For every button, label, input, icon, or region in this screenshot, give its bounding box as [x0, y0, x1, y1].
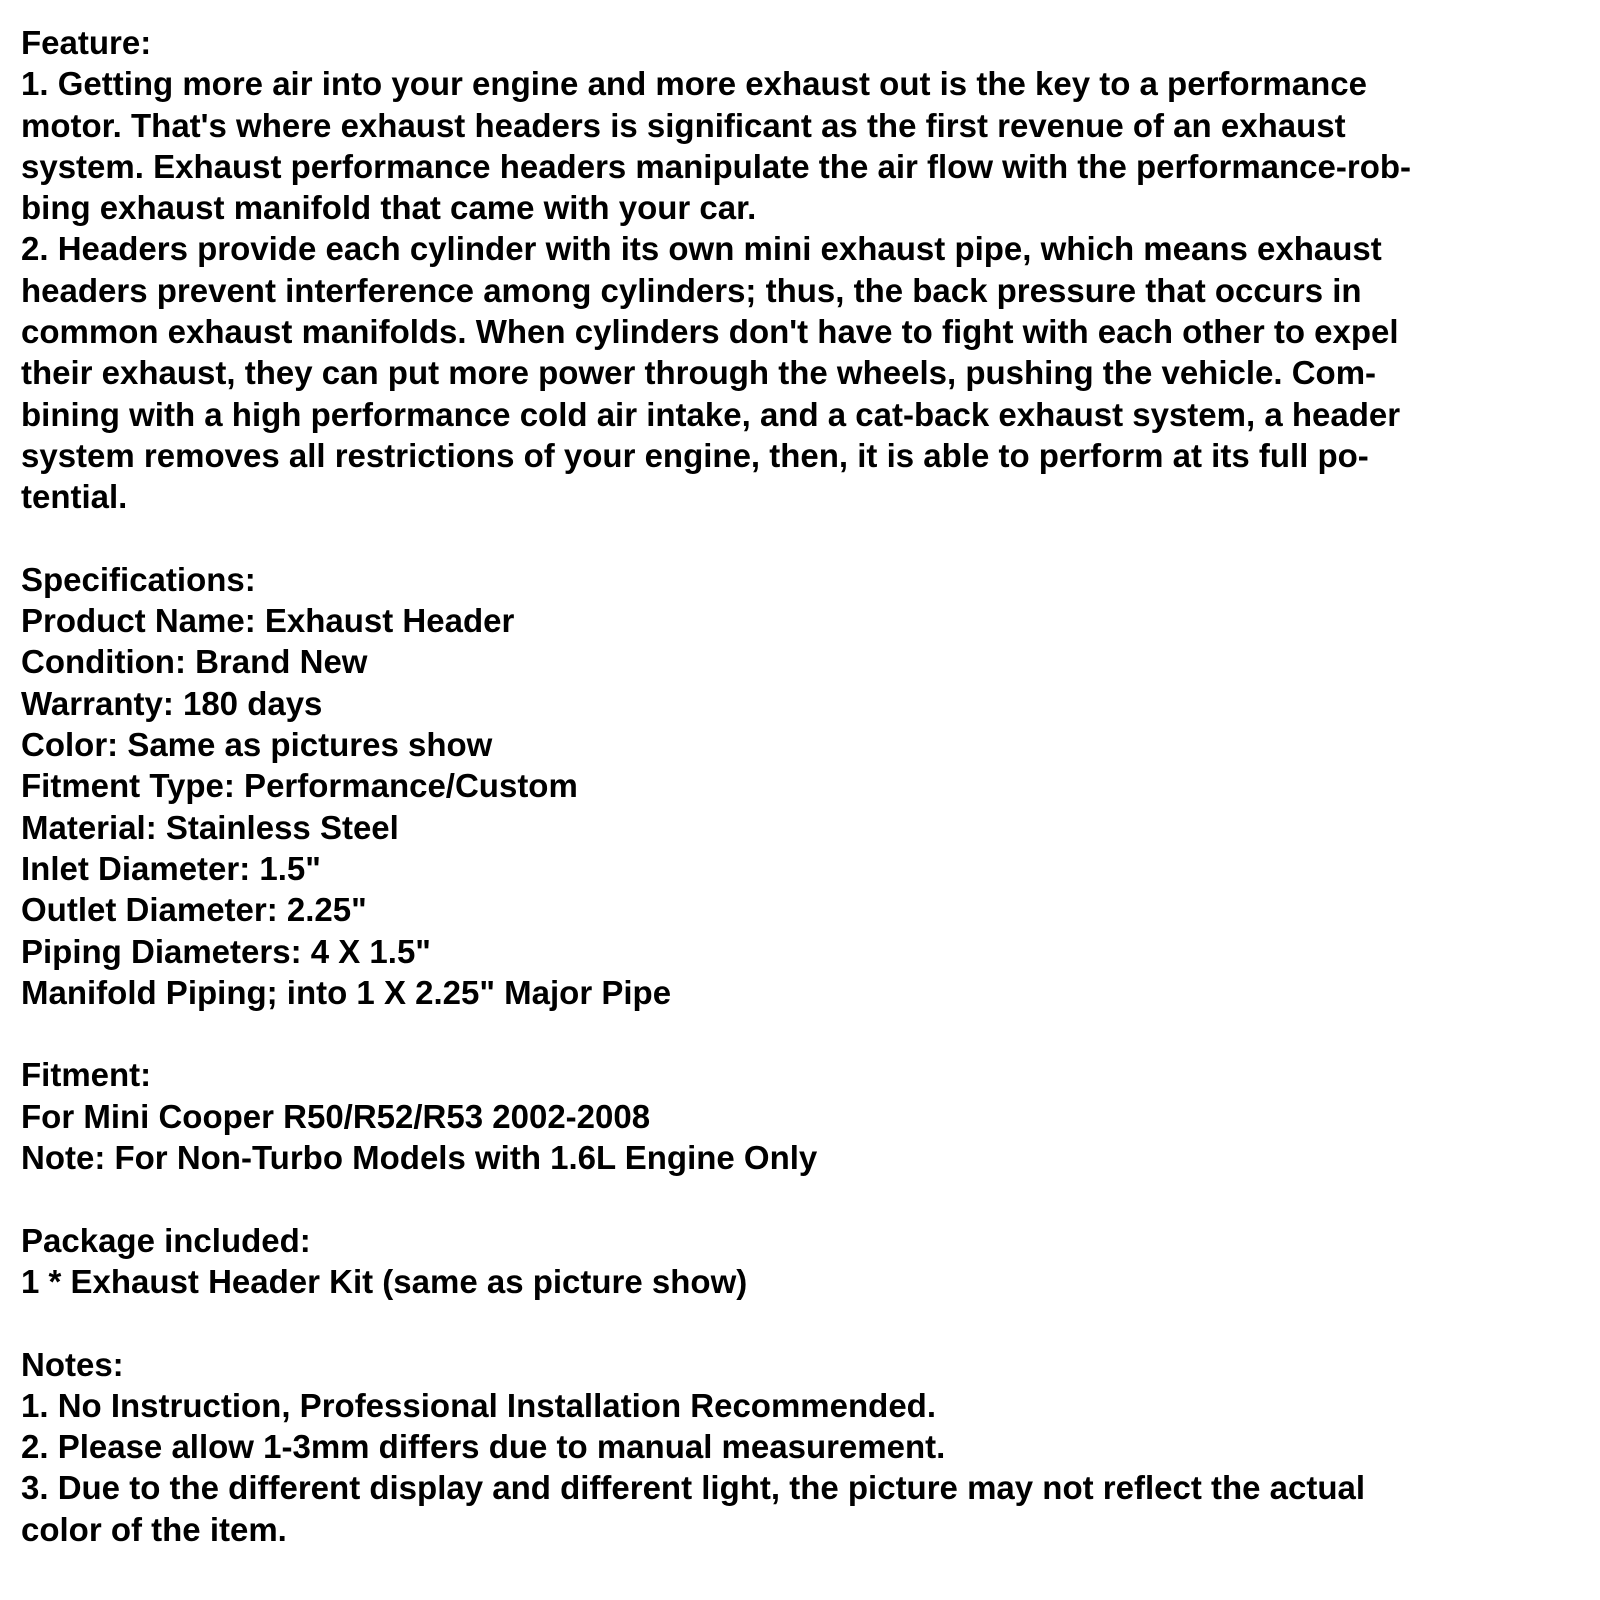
fitment-line: Note: For Non-Turbo Models with 1.6L Engine Only: [21, 1139, 818, 1177]
feature-line: their exhaust, they can put more power through the wheels, pushing the vehicle. Com-: [21, 354, 1377, 392]
spec-line: Piping Diameters: 4 X 1.5": [21, 932, 431, 970]
feature-line: tential.: [21, 478, 128, 516]
specifications-section: [21, 559, 1581, 1013]
feature-line: 1. Getting more air into your engine and more exhaust out is the key to a performance: [21, 65, 1367, 103]
feature-line: system removes all restrictions of your engine, then, it is able to perform at its full po-: [21, 436, 1369, 474]
spec-line: Color: Same as pictures show: [21, 726, 493, 764]
package-heading: Package included:: [21, 1221, 311, 1259]
feature-section: [21, 22, 1581, 518]
feature-line: bing exhaust manifold that came with your car.: [21, 189, 757, 227]
feature-line: headers prevent interference among cylinders; thus, the back pressure that occurs in: [21, 271, 1362, 309]
section-spacer: [21, 1013, 1581, 1054]
fitment-section: [21, 1054, 1581, 1178]
package-section: [21, 1220, 1581, 1303]
fitment-line: For Mini Cooper R50/R52/R53 2002-2008: [21, 1097, 651, 1135]
notes-section: [21, 1344, 1581, 1550]
feature-line: common exhaust manifolds. When cylinders don't have to fight with each other to expel: [21, 313, 1399, 351]
feature-heading: Feature:: [21, 24, 152, 61]
spec-line: Warranty: 180 days: [21, 684, 323, 722]
note-line: 1. No Instruction, Professional Installation Recommended.: [21, 1386, 936, 1424]
note-line: color of the item.: [21, 1510, 287, 1548]
spec-line: Outlet Diameter: 2.25": [21, 891, 367, 929]
spec-line: Product Name: Exhaust Header: [21, 602, 515, 640]
notes-heading: Notes:: [21, 1345, 124, 1383]
note-line: 3. Due to the different display and different light, the picture may not reflect the actual: [21, 1469, 1366, 1507]
section-spacer: [21, 1178, 1581, 1219]
feature-line: motor. That's where exhaust headers is significant as the first revenue of an exhaust: [21, 106, 1346, 144]
feature-line: 2. Headers provide each cylinder with its own mini exhaust pipe, which means exhaust: [21, 230, 1382, 268]
feature-line: bining with a high performance cold air intake, and a cat-back exhaust system, a header: [21, 395, 1401, 433]
spec-line: Condition: Brand New: [21, 643, 368, 681]
spec-line: Manifold Piping; into 1 X 2.25" Major Pipe: [21, 973, 672, 1011]
spec-line: Inlet Diameter: 1.5": [21, 849, 321, 887]
spec-line: Fitment Type: Performance/Custom: [21, 767, 578, 805]
fitment-heading: Fitment:: [21, 1056, 152, 1094]
section-spacer: [21, 518, 1581, 559]
specifications-heading: Specifications:: [21, 560, 256, 598]
note-line: 2. Please allow 1-3mm differs due to manual measurement.: [21, 1428, 946, 1466]
product-description: [21, 22, 1581, 1550]
package-line: 1 * Exhaust Header Kit (same as picture show): [21, 1262, 748, 1300]
spec-line: Material: Stainless Steel: [21, 808, 399, 846]
section-spacer: [21, 1302, 1581, 1343]
feature-line: system. Exhaust performance headers manipulate the air flow with the performance-rob-: [21, 147, 1412, 185]
